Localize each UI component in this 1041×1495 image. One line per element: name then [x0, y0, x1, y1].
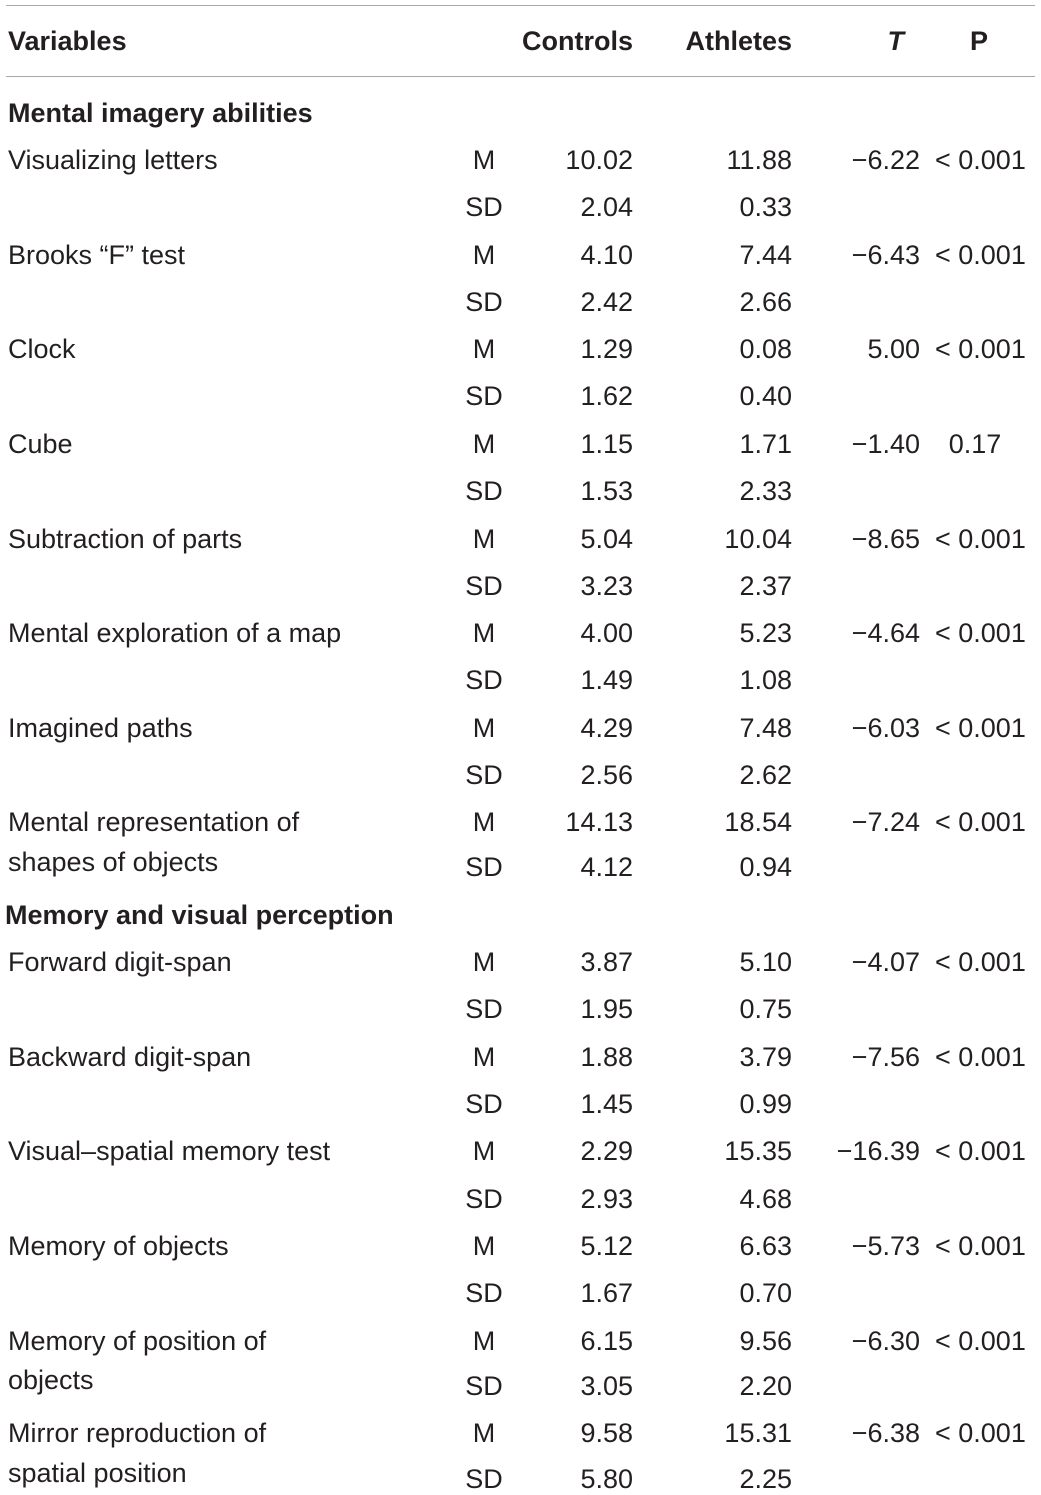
- controls-mean: 5.04: [580, 524, 633, 554]
- controls-mean: 1.29: [580, 334, 633, 364]
- athletes-sd: 2.37: [739, 571, 792, 601]
- variable-name: spatial position: [8, 1458, 187, 1488]
- p-value: < 0.001: [935, 618, 1026, 648]
- section-title: Memory and visual perception: [5, 900, 394, 930]
- t-value: −7.56: [851, 1042, 920, 1072]
- athletes-mean: 10.04: [724, 524, 792, 554]
- p-value: < 0.001: [935, 1326, 1026, 1356]
- controls-sd: 2.93: [580, 1184, 633, 1214]
- variable-name: Backward digit-span: [8, 1042, 252, 1072]
- athletes-mean: 18.54: [724, 807, 792, 837]
- t-value: −16.39: [836, 1136, 920, 1166]
- controls-sd: 1.62: [580, 381, 633, 411]
- athletes-mean: 0.08: [739, 334, 792, 364]
- variable-name: Imagined paths: [8, 713, 193, 743]
- stat-label-sd: SD: [465, 1464, 503, 1494]
- t-value: −4.64: [851, 618, 920, 648]
- stat-label-sd: SD: [465, 1089, 503, 1119]
- controls-sd: 1.53: [580, 476, 633, 506]
- controls-sd: 2.56: [580, 760, 633, 790]
- athletes-sd: 0.33: [739, 192, 792, 222]
- athletes-sd: 0.94: [739, 852, 792, 882]
- header-controls: Controls: [522, 26, 633, 56]
- t-value: 5.00: [867, 334, 920, 364]
- variable-name: objects: [8, 1365, 94, 1395]
- controls-mean: 5.12: [580, 1231, 633, 1261]
- athletes-sd: 0.75: [739, 994, 792, 1024]
- athletes-mean: 5.10: [739, 947, 792, 977]
- controls-sd: 4.12: [580, 852, 633, 882]
- athletes-mean: 7.44: [739, 240, 792, 270]
- athletes-mean: 7.48: [739, 713, 792, 743]
- controls-mean: 14.13: [565, 807, 633, 837]
- stat-label-sd: SD: [465, 476, 503, 506]
- stat-label-sd: SD: [465, 192, 503, 222]
- athletes-sd: 0.70: [739, 1278, 792, 1308]
- controls-sd: 3.23: [580, 571, 633, 601]
- athletes-mean: 6.63: [739, 1231, 792, 1261]
- stat-label-sd: SD: [465, 1371, 503, 1401]
- controls-sd: 1.95: [580, 994, 633, 1024]
- stat-label-sd: SD: [465, 852, 503, 882]
- t-value: −6.22: [851, 145, 920, 175]
- header-p: P: [970, 26, 989, 56]
- p-value: < 0.001: [935, 947, 1026, 977]
- variable-name: Mental representation of: [8, 807, 300, 837]
- p-value: < 0.001: [935, 807, 1026, 837]
- controls-sd: 2.04: [580, 192, 633, 222]
- header-rule: [6, 76, 1035, 77]
- athletes-sd: 2.33: [739, 476, 792, 506]
- stat-label-m: M: [472, 1418, 496, 1448]
- athletes-sd: 2.66: [739, 287, 792, 317]
- stat-label-sd: SD: [465, 760, 503, 790]
- p-value: < 0.001: [935, 1136, 1026, 1166]
- p-value: < 0.001: [935, 1231, 1026, 1261]
- controls-mean: 1.88: [580, 1042, 633, 1072]
- athletes-mean: 5.23: [739, 618, 792, 648]
- athletes-sd: 1.08: [739, 665, 792, 695]
- stat-label-sd: SD: [465, 665, 503, 695]
- controls-sd: 1.45: [580, 1089, 633, 1119]
- controls-sd: 2.42: [580, 287, 633, 317]
- stat-label-m: M: [472, 1042, 496, 1072]
- stat-label-m: M: [472, 145, 496, 175]
- stat-label-m: M: [472, 713, 496, 743]
- controls-sd: 5.80: [580, 1464, 633, 1494]
- stat-label-m: M: [472, 618, 496, 648]
- stat-label-m: M: [472, 807, 496, 837]
- t-value: −8.65: [851, 524, 920, 554]
- variable-name: Mental exploration of a map: [8, 618, 342, 648]
- t-value: −4.07: [851, 947, 920, 977]
- header-t: T: [887, 26, 904, 56]
- athletes-mean: 9.56: [739, 1326, 792, 1356]
- t-value: −6.03: [851, 713, 920, 743]
- p-value: < 0.001: [935, 524, 1026, 554]
- stat-label-sd: SD: [465, 571, 503, 601]
- athletes-sd: 0.40: [739, 381, 792, 411]
- controls-mean: 6.15: [580, 1326, 633, 1356]
- athletes-mean: 3.79: [739, 1042, 792, 1072]
- t-value: −1.40: [851, 429, 920, 459]
- athletes-mean: 1.71: [739, 429, 792, 459]
- variable-name: shapes of objects: [8, 847, 219, 877]
- athletes-mean: 15.31: [724, 1418, 792, 1448]
- header-athletes: Athletes: [685, 26, 792, 56]
- stat-label-m: M: [472, 1136, 496, 1166]
- stat-label-sd: SD: [465, 381, 503, 411]
- p-value: 0.17: [948, 429, 1002, 459]
- athletes-sd: 2.62: [739, 760, 792, 790]
- controls-sd: 3.05: [580, 1371, 633, 1401]
- p-value: < 0.001: [935, 713, 1026, 743]
- stat-label-sd: SD: [465, 1278, 503, 1308]
- header-variables: Variables: [8, 26, 127, 56]
- table-top-rule: [6, 5, 1035, 6]
- t-value: −6.38: [851, 1418, 920, 1448]
- athletes-sd: 0.99: [739, 1089, 792, 1119]
- t-value: −6.30: [851, 1326, 920, 1356]
- stat-label-m: M: [472, 429, 496, 459]
- controls-mean: 4.29: [580, 713, 633, 743]
- controls-sd: 1.49: [580, 665, 633, 695]
- controls-mean: 4.00: [580, 618, 633, 648]
- stat-label-sd: SD: [465, 994, 503, 1024]
- athletes-mean: 15.35: [724, 1136, 792, 1166]
- athletes-sd: 4.68: [739, 1184, 792, 1214]
- variable-name: Visual–spatial memory test: [8, 1136, 331, 1166]
- variable-name: Clock: [8, 334, 76, 364]
- stat-label-m: M: [472, 524, 496, 554]
- stat-label-m: M: [472, 240, 496, 270]
- controls-mean: 3.87: [580, 947, 633, 977]
- stat-label-sd: SD: [465, 287, 503, 317]
- variable-name: Visualizing letters: [8, 145, 218, 175]
- variable-name: Memory of objects: [8, 1231, 229, 1261]
- t-value: −7.24: [851, 807, 920, 837]
- p-value: < 0.001: [935, 1418, 1026, 1448]
- variable-name: Forward digit-span: [8, 947, 232, 977]
- t-value: −6.43: [851, 240, 920, 270]
- athletes-sd: 2.25: [739, 1464, 792, 1494]
- t-value: −5.73: [851, 1231, 920, 1261]
- p-value: < 0.001: [935, 240, 1026, 270]
- variable-name: Mirror reproduction of: [8, 1418, 267, 1448]
- controls-sd: 1.67: [580, 1278, 633, 1308]
- p-value: < 0.001: [935, 145, 1026, 175]
- controls-mean: 1.15: [580, 429, 633, 459]
- variable-name: Brooks “F” test: [8, 240, 186, 270]
- variable-name: Memory of position of: [8, 1326, 267, 1356]
- variable-name: Cube: [8, 429, 73, 459]
- stat-label-m: M: [472, 1231, 496, 1261]
- athletes-sd: 2.20: [739, 1371, 792, 1401]
- controls-mean: 4.10: [580, 240, 633, 270]
- variable-name: Subtraction of parts: [8, 524, 243, 554]
- controls-mean: 10.02: [565, 145, 633, 175]
- p-value: < 0.001: [935, 1042, 1026, 1072]
- stat-label-m: M: [472, 334, 496, 364]
- athletes-mean: 11.88: [726, 145, 792, 175]
- controls-mean: 2.29: [580, 1136, 633, 1166]
- controls-mean: 9.58: [580, 1418, 633, 1448]
- stat-label-sd: SD: [465, 1184, 503, 1214]
- section-title: Mental imagery abilities: [8, 98, 313, 128]
- stat-label-m: M: [472, 947, 496, 977]
- stat-label-m: M: [472, 1326, 496, 1356]
- p-value: < 0.001: [935, 334, 1026, 364]
